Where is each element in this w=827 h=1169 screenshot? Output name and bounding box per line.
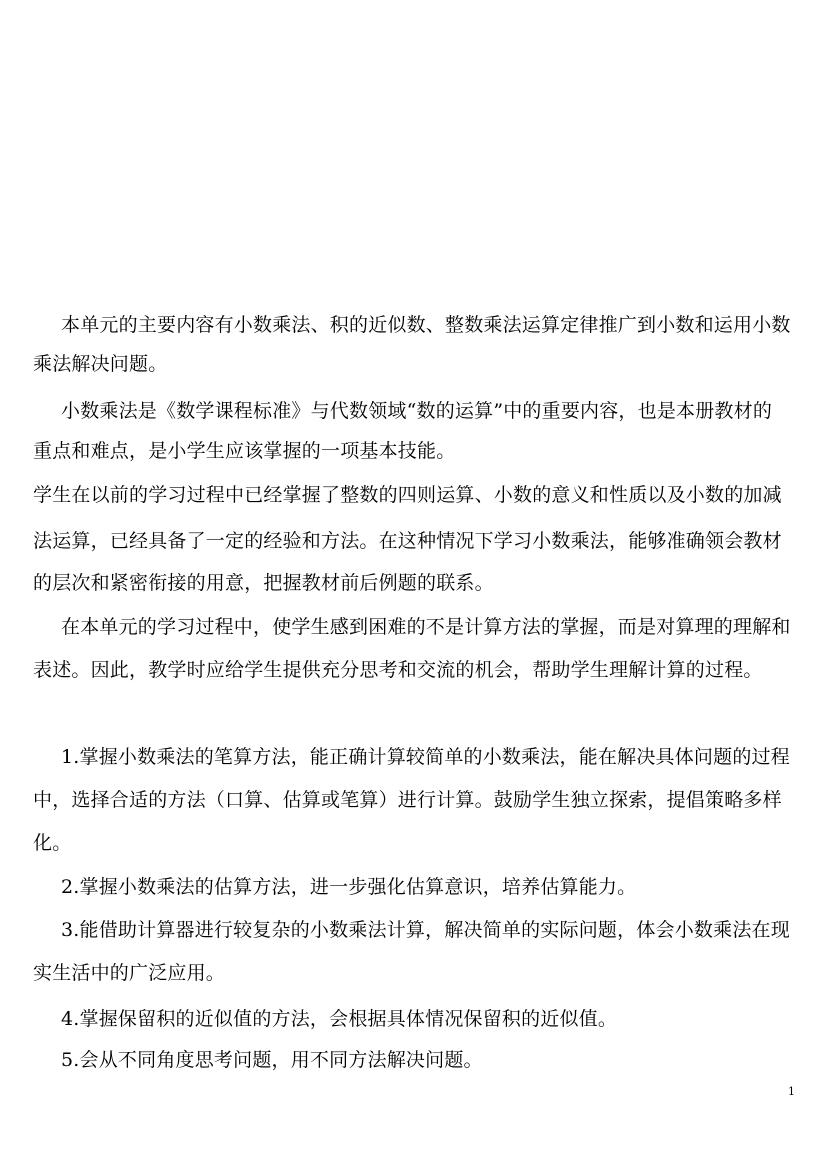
paragraph-2-line-2: 重点和难点，是小学生应该掌握的一项基本技能。 [33, 440, 456, 462]
paragraph-4-line-1: 在本单元的学习过程中，使学生感到困难的不是计算方法的掌握，而是对算理的理解和 [61, 616, 791, 638]
objective-1-line-3: 化。 [33, 832, 72, 854]
objective-3-line-2: 实生活中的广泛应用。 [33, 962, 226, 984]
paragraph-1-line-2: 乘法解决问题。 [33, 353, 168, 375]
objective-4-line-1: 4.掌握保留积的近似值的方法，会根据具体情况保留积的近似值。 [61, 1008, 618, 1030]
paragraph-3-line-2: 法运算，已经具备了一定的经验和方法。在这种情况下学习小数乘法，能够准确领会教材 [33, 530, 782, 552]
paragraph-3-line-3: 的层次和紧密衔接的用意，把握教材前后例题的联系。 [33, 572, 494, 594]
objective-2-line-1: 2.掌握小数乘法的估算方法，进一步强化估算意识，培养估算能力。 [61, 876, 637, 898]
paragraph-3-line-1: 学生在以前的学习过程中已经掌握了整数的四则运算、小数的意义和性质以及小数的加减 [33, 484, 782, 506]
paragraph-1-line-1: 本单元的主要内容有小数乘法、积的近似数、整数乘法运算定律推广到小数和运用小数 [61, 314, 791, 336]
paragraph-2-line-1: 小数乘法是《数学课程标准》与代数领域“数的运算”中的重要内容，也是本册教材的 [61, 400, 773, 422]
objective-1-line-2: 中，选择合适的方法（口算、估算或笔算）进行计算。鼓励学生独立探索，提倡策略多样 [33, 789, 782, 811]
paragraph-4-line-2: 表述。因此，教学时应给学生提供充分思考和交流的机会，帮助学生理解计算的过程。 [33, 659, 763, 681]
objective-3-line-1: 3.能借助计算器进行较复杂的小数乘法计算，解决简单的实际问题，体会小数乘法在现 [61, 919, 790, 941]
objective-5-line-1: 5.会从不同角度思考问题，用不同方法解决问题。 [61, 1049, 483, 1071]
objective-1-line-1: 1.掌握小数乘法的笔算方法，能正确计算较简单的小数乘法，能在解决具体问题的过程 [61, 746, 790, 768]
page-number: 1 [788, 1085, 795, 1098]
